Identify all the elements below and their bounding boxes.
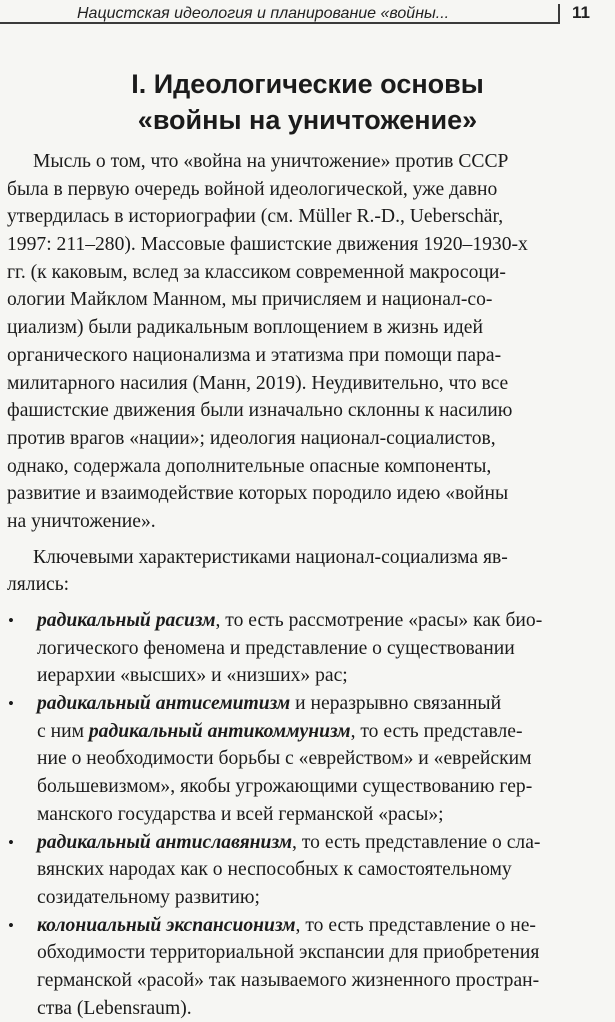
list-item [0, 829, 615, 912]
list-item-line [0, 718, 615, 746]
list-item [0, 690, 615, 828]
text-line: большевизмом», якобы угрожающими существованию гер- [37, 776, 533, 798]
text-line: милитарного насилия (Манн, 2019). Неудивительно, что все [7, 372, 509, 394]
running-title: Нацистская идеология и планирование «войны... [77, 5, 450, 22]
term-emphasis: радикальный антисемитизм [37, 693, 291, 715]
text-line: обходимости территориальной экспансии для приобретения [37, 942, 540, 964]
paragraph-gap [0, 599, 615, 607]
chapter-title [0, 66, 615, 138]
text-line: иерархии «высших» и «низших» рас; [37, 665, 348, 687]
text-run: с ним [37, 720, 89, 742]
text-line: на уничтожение». [7, 510, 156, 532]
page-number: 11 [572, 3, 590, 22]
paragraph-2 [0, 544, 615, 599]
term-emphasis: радикальный антиславянизм [37, 831, 293, 853]
paragraph-gap [0, 536, 615, 544]
text-line: ологии Майклом Манном, мы причисляем и национал-со- [7, 289, 493, 311]
term-emphasis: радикальный антикоммунизм [88, 720, 351, 742]
bullet-mark: • [8, 832, 14, 852]
bullet-mark: • [8, 694, 14, 714]
text-run: , то есть представле- [350, 720, 523, 742]
bullet-mark: • [8, 915, 14, 935]
text-run: , то есть представление о не- [295, 914, 536, 936]
text-line: 1997: 211–280). Массовые фашистские движения 1920–1930-х [7, 234, 528, 256]
text-line: логического феномена и представление о существовании [37, 637, 515, 659]
term-emphasis: колониальный экспансионизм [37, 914, 296, 936]
chapter-title-line-1: I. Идеологические основы [131, 69, 484, 99]
chapter-title-line-2: «войны на уничтожение» [137, 105, 478, 135]
text-line: германской «расой» так называемого жизненного простран- [37, 969, 540, 991]
list-item-line [0, 912, 615, 940]
list-item-line [0, 607, 615, 635]
text-run: , то есть представление о сла- [292, 831, 541, 853]
paragraph-1 [0, 148, 615, 536]
text-line: Ключевыми характеристиками национал-социализма яв- [33, 546, 508, 568]
text-line: фашистские движения были изначально склонны к насилию [7, 400, 513, 422]
text-line: однако, содержала дополнительные опасные компоненты, [7, 455, 492, 477]
text-line: органического национализма и этатизма при помощи пара- [7, 344, 502, 366]
text-line: развитие и взаимодействие которых породило идею «войны [7, 483, 509, 505]
text-line: против врагов «нации»; идеология национал-социалистов, [7, 427, 496, 449]
text-line: была в первую очередь войной идеологической, уже давно [7, 178, 498, 200]
body-text [0, 148, 615, 1022]
list-item [0, 912, 615, 1022]
list-item-line [0, 829, 615, 857]
text-line: ства (Lebensraum). [37, 997, 192, 1019]
text-line: утвердилась в историографии (см. Müller R.-D., Ueberschär, [7, 206, 504, 228]
text-line: созидательному развитию; [37, 886, 260, 908]
text-line: лялись: [7, 574, 70, 596]
text-line: Мысль о том, что «война на уничтожение» против СССР [33, 151, 509, 172]
text-run: , то есть рассмотрение «расы» как био- [215, 610, 543, 631]
text-line: ние о необходимости борьбы с «еврейством» и «еврейским [37, 748, 532, 770]
text-run: и неразрывно связанный [290, 693, 502, 715]
list-item-line [0, 690, 615, 718]
term-emphasis: радикальный расизм [37, 610, 216, 631]
text-line: циализм) были радикальным воплощением в жизнь идей [7, 317, 483, 339]
bullet-list [0, 607, 615, 1022]
text-line: вянских народах как о неспособных к самостоятельному [37, 859, 512, 881]
text-line: гг. (к каковым, вслед за классиком современной макросоци- [7, 261, 506, 283]
list-item [0, 607, 615, 690]
bullet-mark: • [8, 611, 14, 630]
running-header [0, 0, 615, 40]
text-line: манского государства и всей германской «расы»; [37, 803, 444, 825]
